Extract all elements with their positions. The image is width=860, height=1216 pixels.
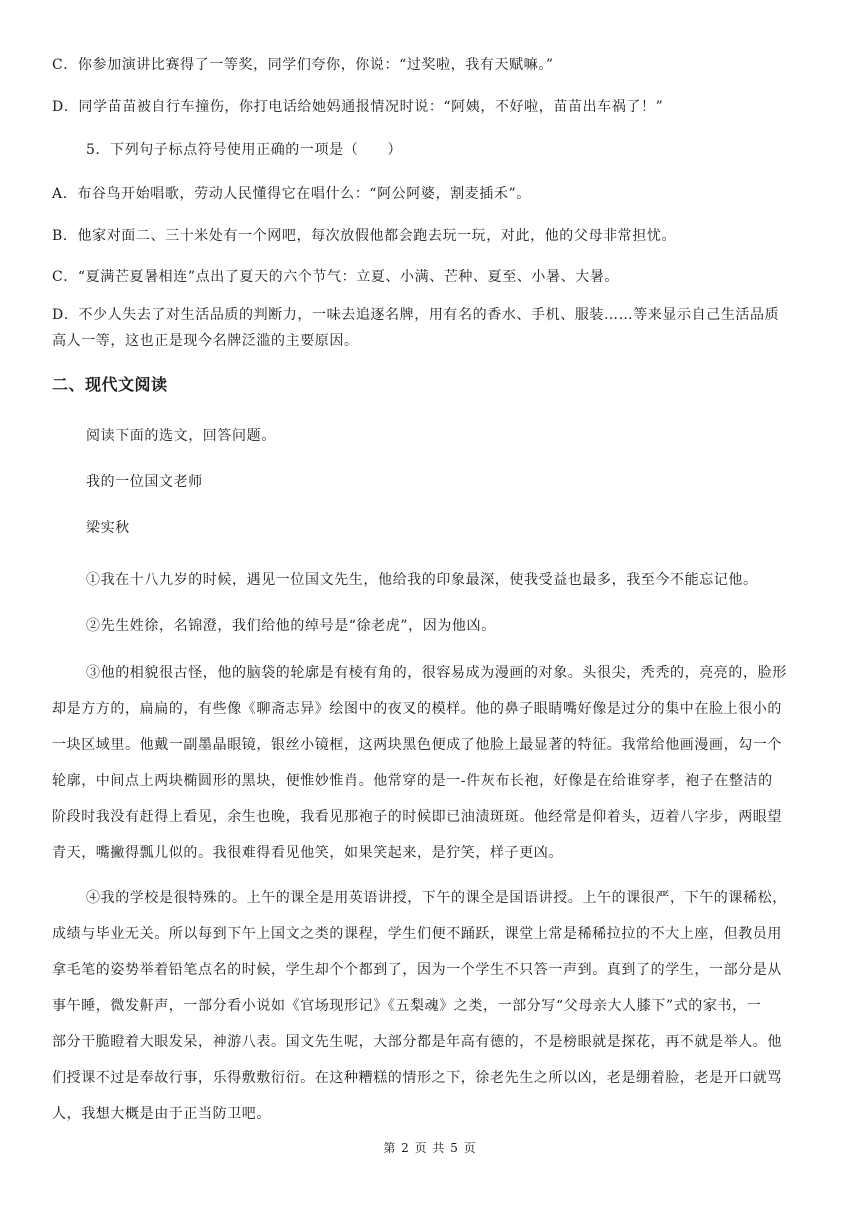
paragraph-4-line-5: 部分干脆瞪着大眼发呆，神游八表。国文先生呢，大部分都是年高有德的，不是榜眼就是探花，再不就是举人。他 (52, 1034, 782, 1050)
section-heading: 二、现代文阅读 (52, 375, 168, 394)
paragraph-3-line-3: 一块区域里。他戴一副墨晶眼镜，银丝小镜框，这两块黑色便成了他脸上最显著的特征。我常给他画漫画，勾一个 (52, 737, 782, 753)
paragraph-1: ①我在十八九岁的时候，遇见一位国文先生，他给我的印象最深，使我受益也最多，我至今不能忘记他。 (86, 572, 758, 588)
paragraph-3-line-6: 青天，嘴撇得瓢儿似的。我很难得看见他笑，如果笑起来，是狞笑，样子更凶。 (52, 845, 563, 861)
paragraph-3-line-1: ③他的相貌很古怪，他的脑袋的轮廓是有棱有角的，很容易成为漫画的对象。头很尖，秃秃的，亮亮的，脸形 (86, 665, 787, 681)
question5-option-d-line1: D．不少人失去了对生活品质的判断力，一味去追逐名牌，用有名的香水、手机、服装……等来显示自己生活品质 (52, 307, 780, 323)
question5-option-c: C．“夏满芒夏暑相连”点出了夏天的六个节气：立夏、小满、芒种、夏至、小暑、大暑。 (52, 269, 620, 285)
question5-option-b: B．他家对面二、三十米处有一个网吧，每次放假他都会跑去玩一玩，对此，他的父母非常担忧。 (52, 228, 677, 244)
paragraph-3-line-4: 轮廓，中间点上两块椭圆形的黑块，便惟妙惟肖。他常穿的是一-件灰布长袍，好像是在给谁穿孝，袍子在整洁的 (52, 773, 773, 789)
paragraph-3-line-5: 阶段时我没有赶得上看见，余生也晚，我看见那袍子的时候即已油渍斑斑。他经常是仰着头，迈着八字步，两眼望 (52, 809, 782, 825)
page-footer: 第 2 页 共 5 页 (383, 1141, 477, 1155)
question5-option-a: A．布谷鸟开始唱歌，劳动人民懂得它在唱什么：“阿公阿婆，割麦插禾”。 (52, 186, 531, 202)
paragraph-4-line-7: 人，我想大概是由于正当防卫吧。 (52, 1106, 271, 1122)
paragraph-3-line-2: 却是方方的，扁扁的，有些像《聊斋志异》绘图中的夜叉的模样。他的鼻子眼睛嘴好像是过分的集中在脸上很小的 (52, 701, 782, 717)
paragraph-4-line-6: 们授课不过是奉故行事，乐得敷敷衍衍。在这种糟糕的情形之下，徐老先生之所以凶，老是绷着脸，老是开口就骂 (52, 1070, 782, 1086)
article-title: 我的一位国文老师 (86, 474, 203, 490)
paragraph-2: ②先生姓徐，名锦澄，我们给他的绰号是“徐老虎”，因为他凶。 (86, 618, 496, 634)
paragraph-4-line-4: 事午睡，微发鼾声，一部分看小说如《官场现形记》《五梨魂》之类，一部分写“父母亲大人膝下”式的家书，一 (52, 998, 762, 1014)
paragraph-4-line-3: 拿毛笔的姿势举着铅笔点名的时候，学生却个个都到了，因为一个学生不只答一声到。真到了的学生，一部分是从 (52, 962, 782, 978)
reading-instruction: 阅读下面的选文，回答问题。 (86, 428, 276, 444)
question5-option-d-line2: 高人一等，这也正是现今名牌泛滥的主要原因。 (52, 333, 359, 349)
article-author: 梁实秋 (86, 520, 130, 536)
question5-stem: 5．下列句子标点符号使用正确的一项是（ ） (86, 142, 403, 158)
question4-option-c: C．你参加演讲比赛得了一等奖，同学们夸你，你说：“过奖啦，我有天赋嘛。” (52, 57, 554, 73)
paragraph-4-line-1: ④我的学校是很特殊的。上午的课全是用英语讲授，下午的课全是国语讲授。上午的课很严，下午的课稀松， (86, 890, 787, 906)
paragraph-4-line-2: 成绩与毕业无关。所以每到下午上国文之类的课程，学生们便不踊跃，课堂上常是稀稀拉拉的不大上座，但教员用 (52, 926, 782, 942)
question4-option-d: D．同学苗苗被自行车撞伤，你打电话给她妈通报情况时说：“阿姨，不好啦，苗苗出车祸了！” (52, 99, 664, 115)
